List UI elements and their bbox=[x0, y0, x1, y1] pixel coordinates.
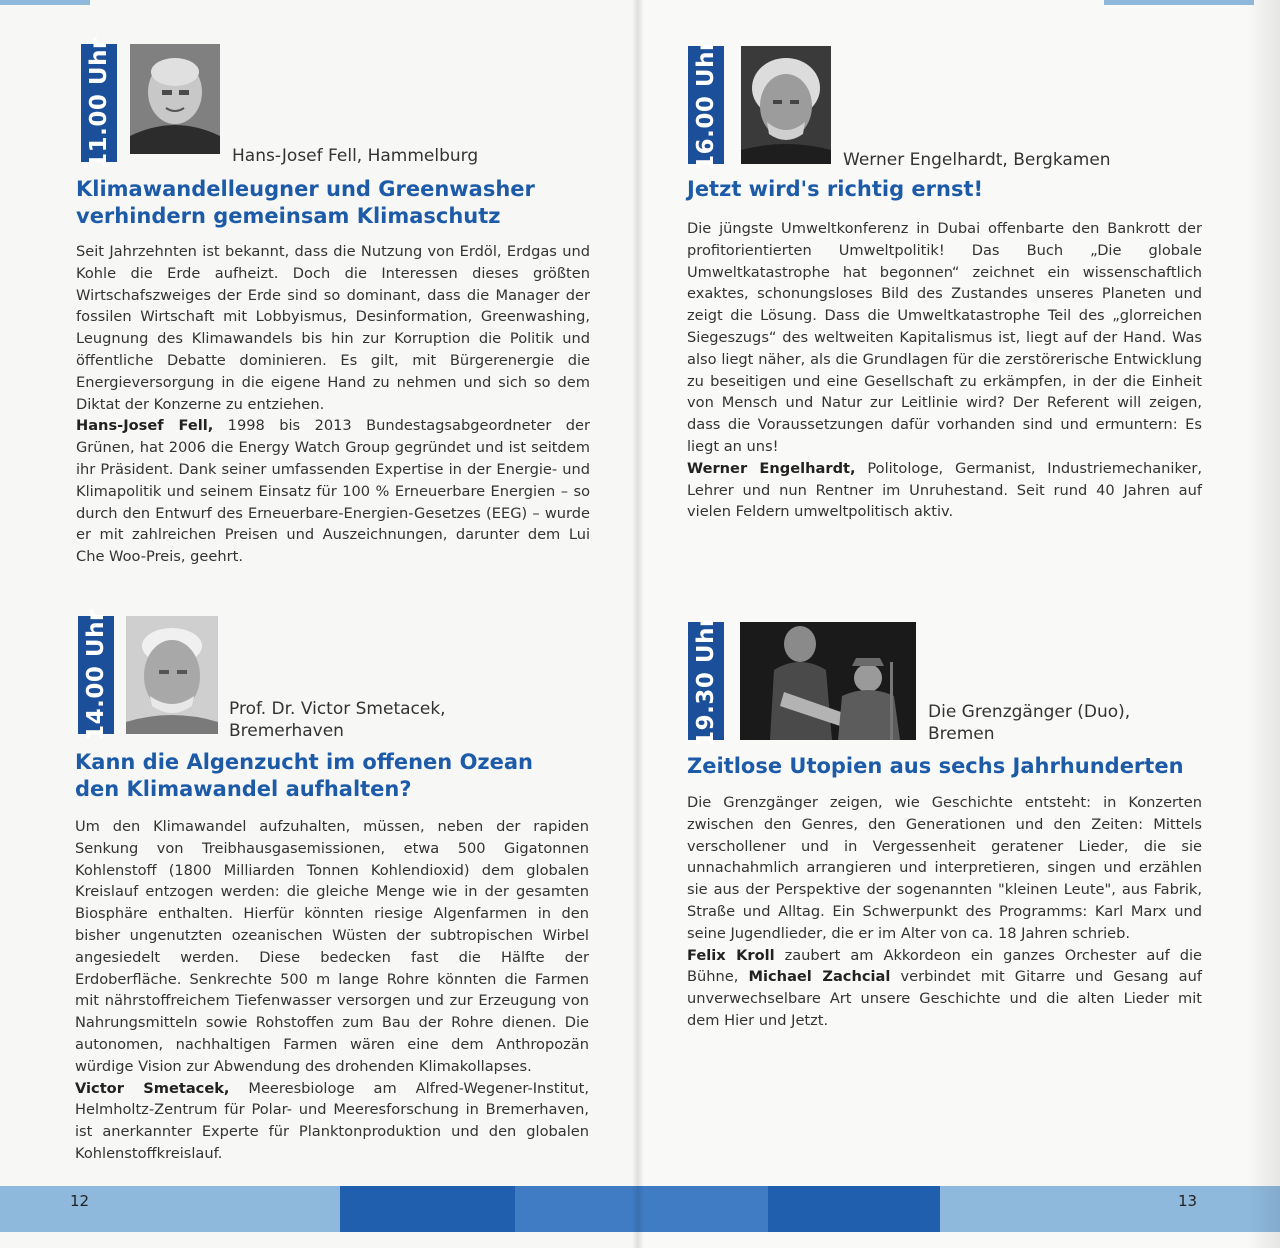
footer-band bbox=[340, 1186, 515, 1232]
footer-band bbox=[638, 1186, 768, 1232]
portrait-photo-smetacek bbox=[126, 616, 218, 734]
bio-name: Felix Kroll bbox=[687, 946, 775, 964]
book-spine-shadow bbox=[632, 0, 644, 1248]
right-page bbox=[638, 0, 1280, 1248]
time-badge: 14.00 Uhr bbox=[78, 616, 114, 734]
bio-text: Politologe, Germanist, Industriemechaniker, Lehrer und nun Rentner im Unruhestand. Seit rund 40 Jahren auf vielen Feldern umweltpolitisch aktiv. bbox=[687, 459, 1202, 521]
footer-band bbox=[768, 1186, 940, 1232]
bio-name: Werner Engelhardt, bbox=[687, 459, 856, 477]
bio-name: Hans-Josef Fell, bbox=[76, 417, 214, 435]
bio-text: 1998 bis 2013 Bundestagsabgeordneter der Grünen, hat 2006 die Energy Watch Group gegründet und ist seitdem ihr Präsident. Dank seiner umfassenden Expertise in der Energie- und Klimapolitik und seinem Einsatz für 100 % Erneuerbare Energien – so durch den Entwurf des Erneuerbare-Energien-Gesetzes (EEG) – wurde er mit zahlreichen Preisen und Auszeichnungen, darunter dem Lui Che Woo-Preis, geehrt. bbox=[76, 417, 590, 566]
speaker-name: Prof. Dr. Victor Smetacek, Bremerhaven bbox=[229, 699, 446, 741]
session-title: Zeitlose Utopien aus sechs Jahrhunderten bbox=[687, 754, 1184, 778]
footer-band bbox=[940, 1186, 1280, 1232]
time-badge: 16.00 Uhr bbox=[688, 46, 724, 164]
bio-name: Michael Zachcial bbox=[748, 968, 891, 986]
session-description: Die jüngste Umweltkonferenz in Dubai offenbarte den Bankrott der profitorientierten Umweltpolitik! Das Buch „Die globale Umweltkatastrophe hat begonnen“ zeichnet ein wissenschaftlich exaktes, schonungsloses Bild des Zustandes unseres Planeten und zeigt die Lösung. Dass die Umweltkatastrophe Teil des „glorreichen Siegeszugs“ des weltweiten Kapitalismus ist, liegt auf der Hand. Was also liegt näher, als die Grundlagen für die zerstörerische Entwicklung zu beseitigen und eine Gesellschaft zu erkämpfen, in der die Einheit von Mensch und Natur zur Leitlinie wird? Der Referent will zeigen, dass die Voraussetzungen dafür vorhanden sind und ermuntern: Es liegt an uns! Werner Engelhardt, Politologe, Germanist, Industriemechaniker, Lehrer und nun Rentner im Unruhestand. Seit rund 40 Jahren auf vielen Feldern umweltpolitisch aktiv. bbox=[687, 220, 1202, 521]
page-number: 12 bbox=[70, 1192, 90, 1210]
speaker-name: Hans-Josef Fell, Hammelburg bbox=[232, 146, 479, 166]
bio-text: zaubert am Akkordeon ein ganzes Orchester auf die Bühne, bbox=[687, 946, 1202, 986]
time-badge: 11.00 Uhr bbox=[81, 44, 117, 162]
session-1930 bbox=[638, 0, 1280, 1180]
bio-text: verbindet mit Gitarre und Gesang auf unverwechselbare Art unsere Geschichte und die alten Lieder mit dem Hier und Jetzt. bbox=[687, 968, 1202, 1029]
footer-band bbox=[0, 1186, 340, 1232]
bio-text: Meeresbiologe am Alfred-Wegener-Institut, Helmholtz-Zentrum für Polar- und Meeresforschung in Bremerhaven, ist anerkannter Experte für Planktonproduktion und den globalen Kohlenstoffkreislauf. bbox=[75, 1079, 589, 1162]
time-badge: 19.30 Uhr bbox=[688, 622, 724, 740]
session-description: Um den Klimawandel aufzuhalten, müssen, neben der rapiden Senkung von Treibhausgasemissionen, etwa 500 Gigatonnen Kohlenstoff (1800 Milliarden Tonnen Kohlendioxid) dem globalen Kreislauf entzogen werden: die gleiche Menge wie in der gesamten Biosphäre enthalten. Hierfür könnten riesige Algenfarmen in den bisher ungenutzten ozeanischen Wüsten der subtropischen Wirbel angesiedelt werden. Diese bedecken fast die Hälfte der Erdoberfläche. Senkrechte 500 m lange Rohre könnten die Farmen mit nährstoffreichem Tiefenwasser versorgen und zur Erzeugung von Nahrungsmitteln sowie Rohstoffen zum Bau der Rohre dienen. Die autonomen, nachhaltigen Farmen wären eine dem Anthropozän würdige Vision zur Abwendung des drohenden Klimakollapses. Victor Smetacek, Meeresbiologe am Alfred-Wegener-Institut, Helmholtz-Zentrum für Polar- und Meeresforschung in Bremerhaven, ist anerkannter Experte für Planktonproduktion und den globalen Kohlenstoffkreislauf. bbox=[75, 818, 589, 1162]
footer-band bbox=[515, 1186, 638, 1232]
session-title: Klimawandelleugner und Greenwasher verhindern gemeinsam Klimaschutz bbox=[76, 177, 535, 228]
bio-name: Victor Smetacek, bbox=[75, 1079, 230, 1097]
session-title: Jetzt wird's richtig ernst! bbox=[687, 177, 984, 201]
page-edge-shadow bbox=[1246, 0, 1280, 1248]
session-title: Kann die Algenzucht im offenen Ozean den Klimawandel aufhalten? bbox=[75, 750, 534, 801]
session-description: Die Grenzgänger zeigen, wie Geschichte entsteht: in Konzerten zwischen den Genres, den Generationen und den Zeiten: Mittels verschollener und in Vergessenheit geratener Lieder, die sie unnachahmlich arrangieren und interpretieren, singen und erzählen sie aus der Perspektive der sogenannten "kleinen Leute", aus Fabrik, Straße und Alltag. Ein Schwerpunkt des Programms: Karl Marx und seine Jugendlieder, die er im Alter von ca. 18 Jahren schrieb. Felix Kroll zaubert am Akkordeon ein ganzes Orchester auf die Bühne, Michael Zachcial verbindet mit Gitarre und Gesang auf unverwechselbare Art unsere Geschichte und die alten Lieder mit dem Hier und Jetzt. bbox=[687, 794, 1202, 1029]
session-1400 bbox=[0, 0, 638, 1180]
page-number: 13 bbox=[1178, 1192, 1198, 1210]
band-photo-grenzgaenger bbox=[740, 622, 916, 740]
session-description: Seit Jahrzehnten ist bekannt, dass die Nutzung von Erdöl, Erdgas und Kohle die Erde aufheizt. Doch die Interessen dieses größten Wirtschafszweiges der Erde sind so dominant, dass die Manager der fossilen Wirtschaft mit Lobbyismus, Desinformation, Greenwashing, Leugnung des Klimawandels bis hin zur Korruption die Politik und öffentliche Debatte dominieren. Es gilt, mit Bürgerenergie die Energieversorgung in die eigene Hand zu nehmen und sich so dem Diktat der Konzerne zu entziehen. Hans-Josef Fell, 1998 bis 2013 Bundestagsabgeordneter der Grünen, hat 2006 die Energy Watch Group gegründet und ist seitdem ihr Präsident. Dank seiner umfassenden Expertise in der Energie- und Klimapolitik und seinem Einsatz für 100 % Erneuerbare Energien – so durch den Entwurf des Erneuerbare-Energien-Gesetzes (EEG) – wurde er mit zahlreichen Preisen und Auszeichnungen, darunter dem Lui Che Woo-Preis, geehrt. bbox=[76, 243, 590, 566]
left-page bbox=[0, 0, 638, 1248]
speaker-name: Werner Engelhardt, Bergkamen bbox=[843, 150, 1111, 170]
speaker-name: Die Grenzgänger (Duo), Bremen bbox=[928, 702, 1131, 744]
